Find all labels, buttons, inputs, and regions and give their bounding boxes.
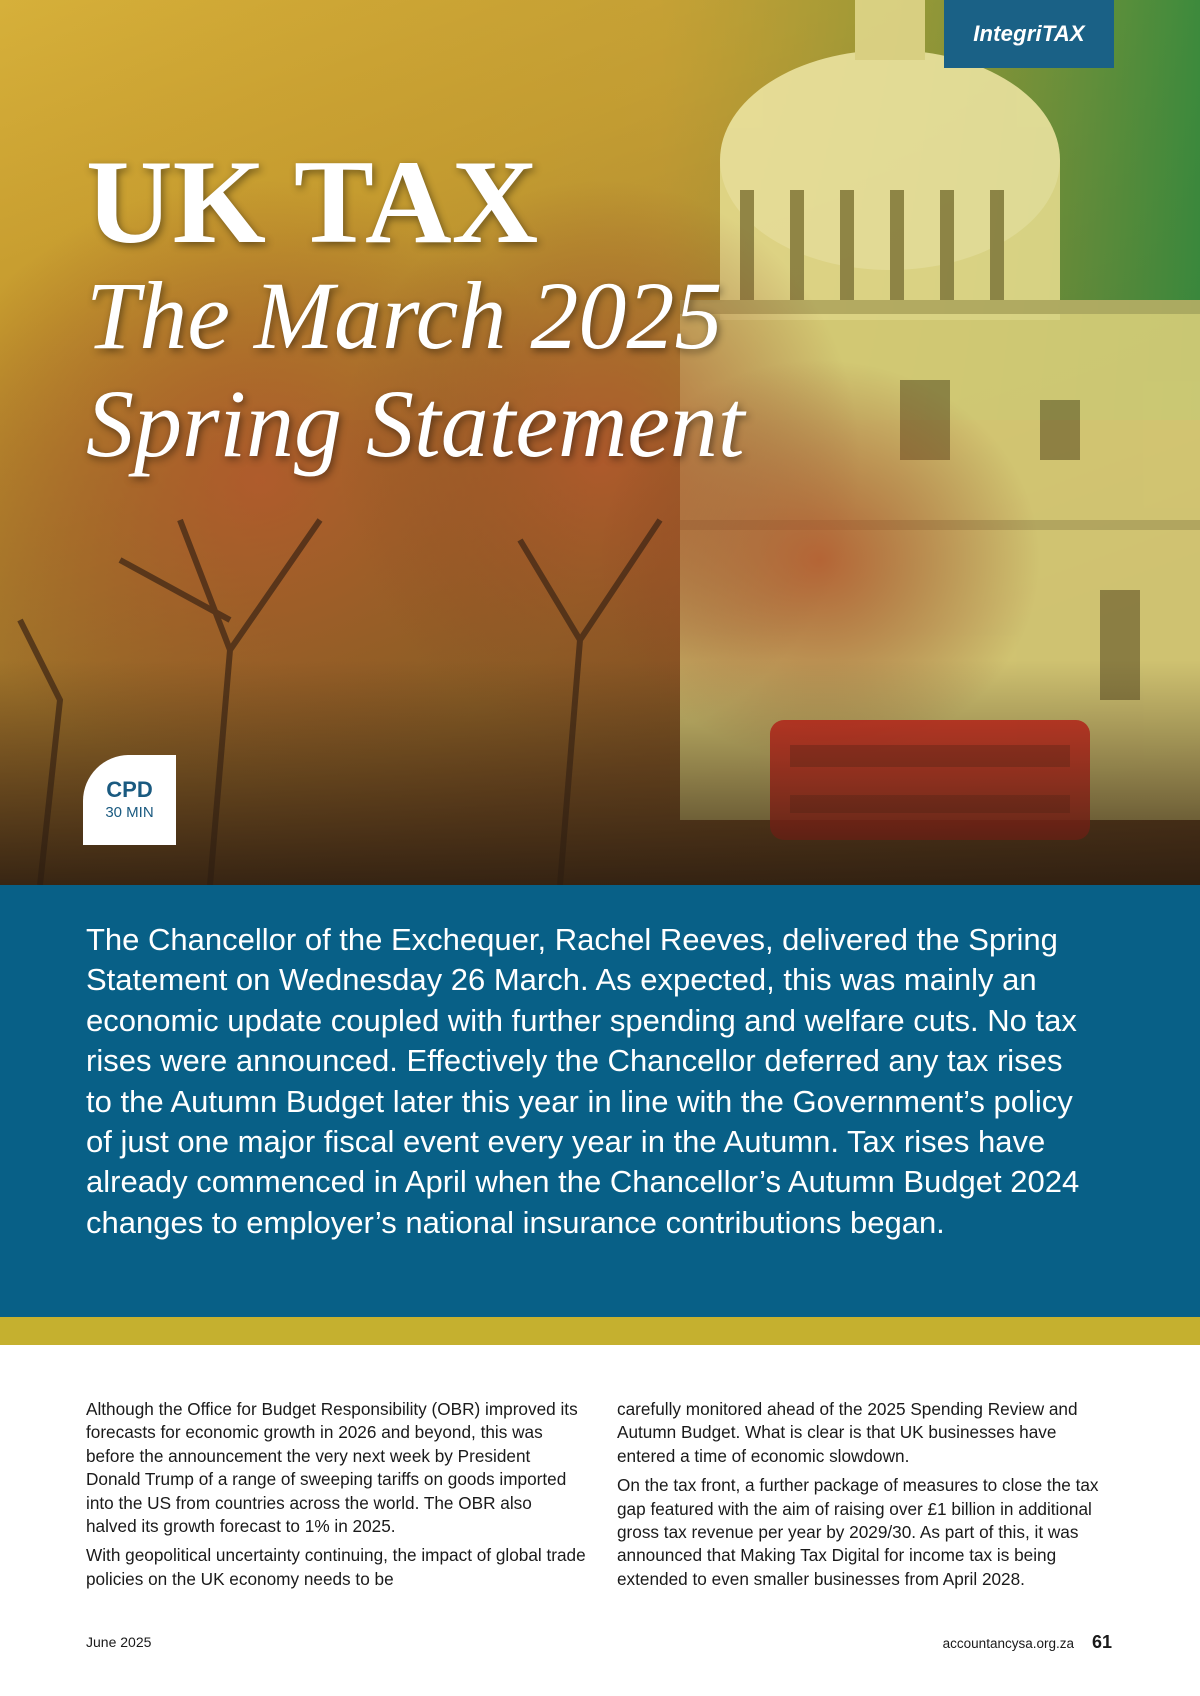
cpd-badge (83, 755, 176, 845)
page-title: UK TAX (86, 135, 539, 268)
intro-paragraph: The Chancellor of the Exchequer, Rachel Reeves, delivered the Spring Statement on Wednesday 26 March. As expected, this was mainly an economic update coupled with further spending and welfare cuts. No tax rises were announced. Effectively the Chancellor deferred any tax rises to the Autumn Budget later this year in line with the Government’s policy of just one major fiscal event every year in the Autumn. Tax rises have already commenced in April when the Chancellor’s Autumn Budget 2024 changes to employer’s national insurance contributions began. (86, 922, 1080, 1240)
body-column-right (617, 1398, 1107, 1597)
body-paragraph: With geopolitical uncertainty continuing, the impact of global trade policies on the UK economy needs to be (86, 1545, 586, 1589)
brand-tab (944, 0, 1114, 68)
brand-logo: IntegriTAX (973, 21, 1085, 46)
footer-url[interactable]: accountancysa.org.za (942, 1636, 1074, 1651)
body-paragraph: carefully monitored ahead of the 2025 Spending Review and Autumn Budget. What is clear is that UK businesses have entered a time of economic slowdown. (617, 1399, 1078, 1466)
body-paragraph: On the tax front, a further package of measures to close the tax gap featured with the aim of raising over £1 billion in additional gross tax revenue per year by 2029/30. As part of this, it was announced that Making Tax Digital for income tax is being extended to even smaller businesses from April 2028. (617, 1475, 1099, 1589)
body-paragraph: Although the Office for Budget Responsibility (OBR) improved its forecasts for economic growth in 2026 and beyond, this was before the announcement the very next week by President Donald Trump of a range of sweeping tariffs on goods imported into the US from countries across the world. The OBR also halved its growth forecast to 1% in 2025. (86, 1399, 578, 1537)
cpd-duration: 30 MIN (105, 804, 154, 821)
page-number: 61 (1092, 1632, 1113, 1652)
body-column-left (86, 1398, 586, 1597)
page-subtitle: The March 2025 Spring Statement (86, 262, 745, 477)
footer-date: June 2025 (86, 1634, 152, 1650)
cpd-label: CPD (106, 777, 153, 802)
divider-strip (0, 1317, 1200, 1345)
